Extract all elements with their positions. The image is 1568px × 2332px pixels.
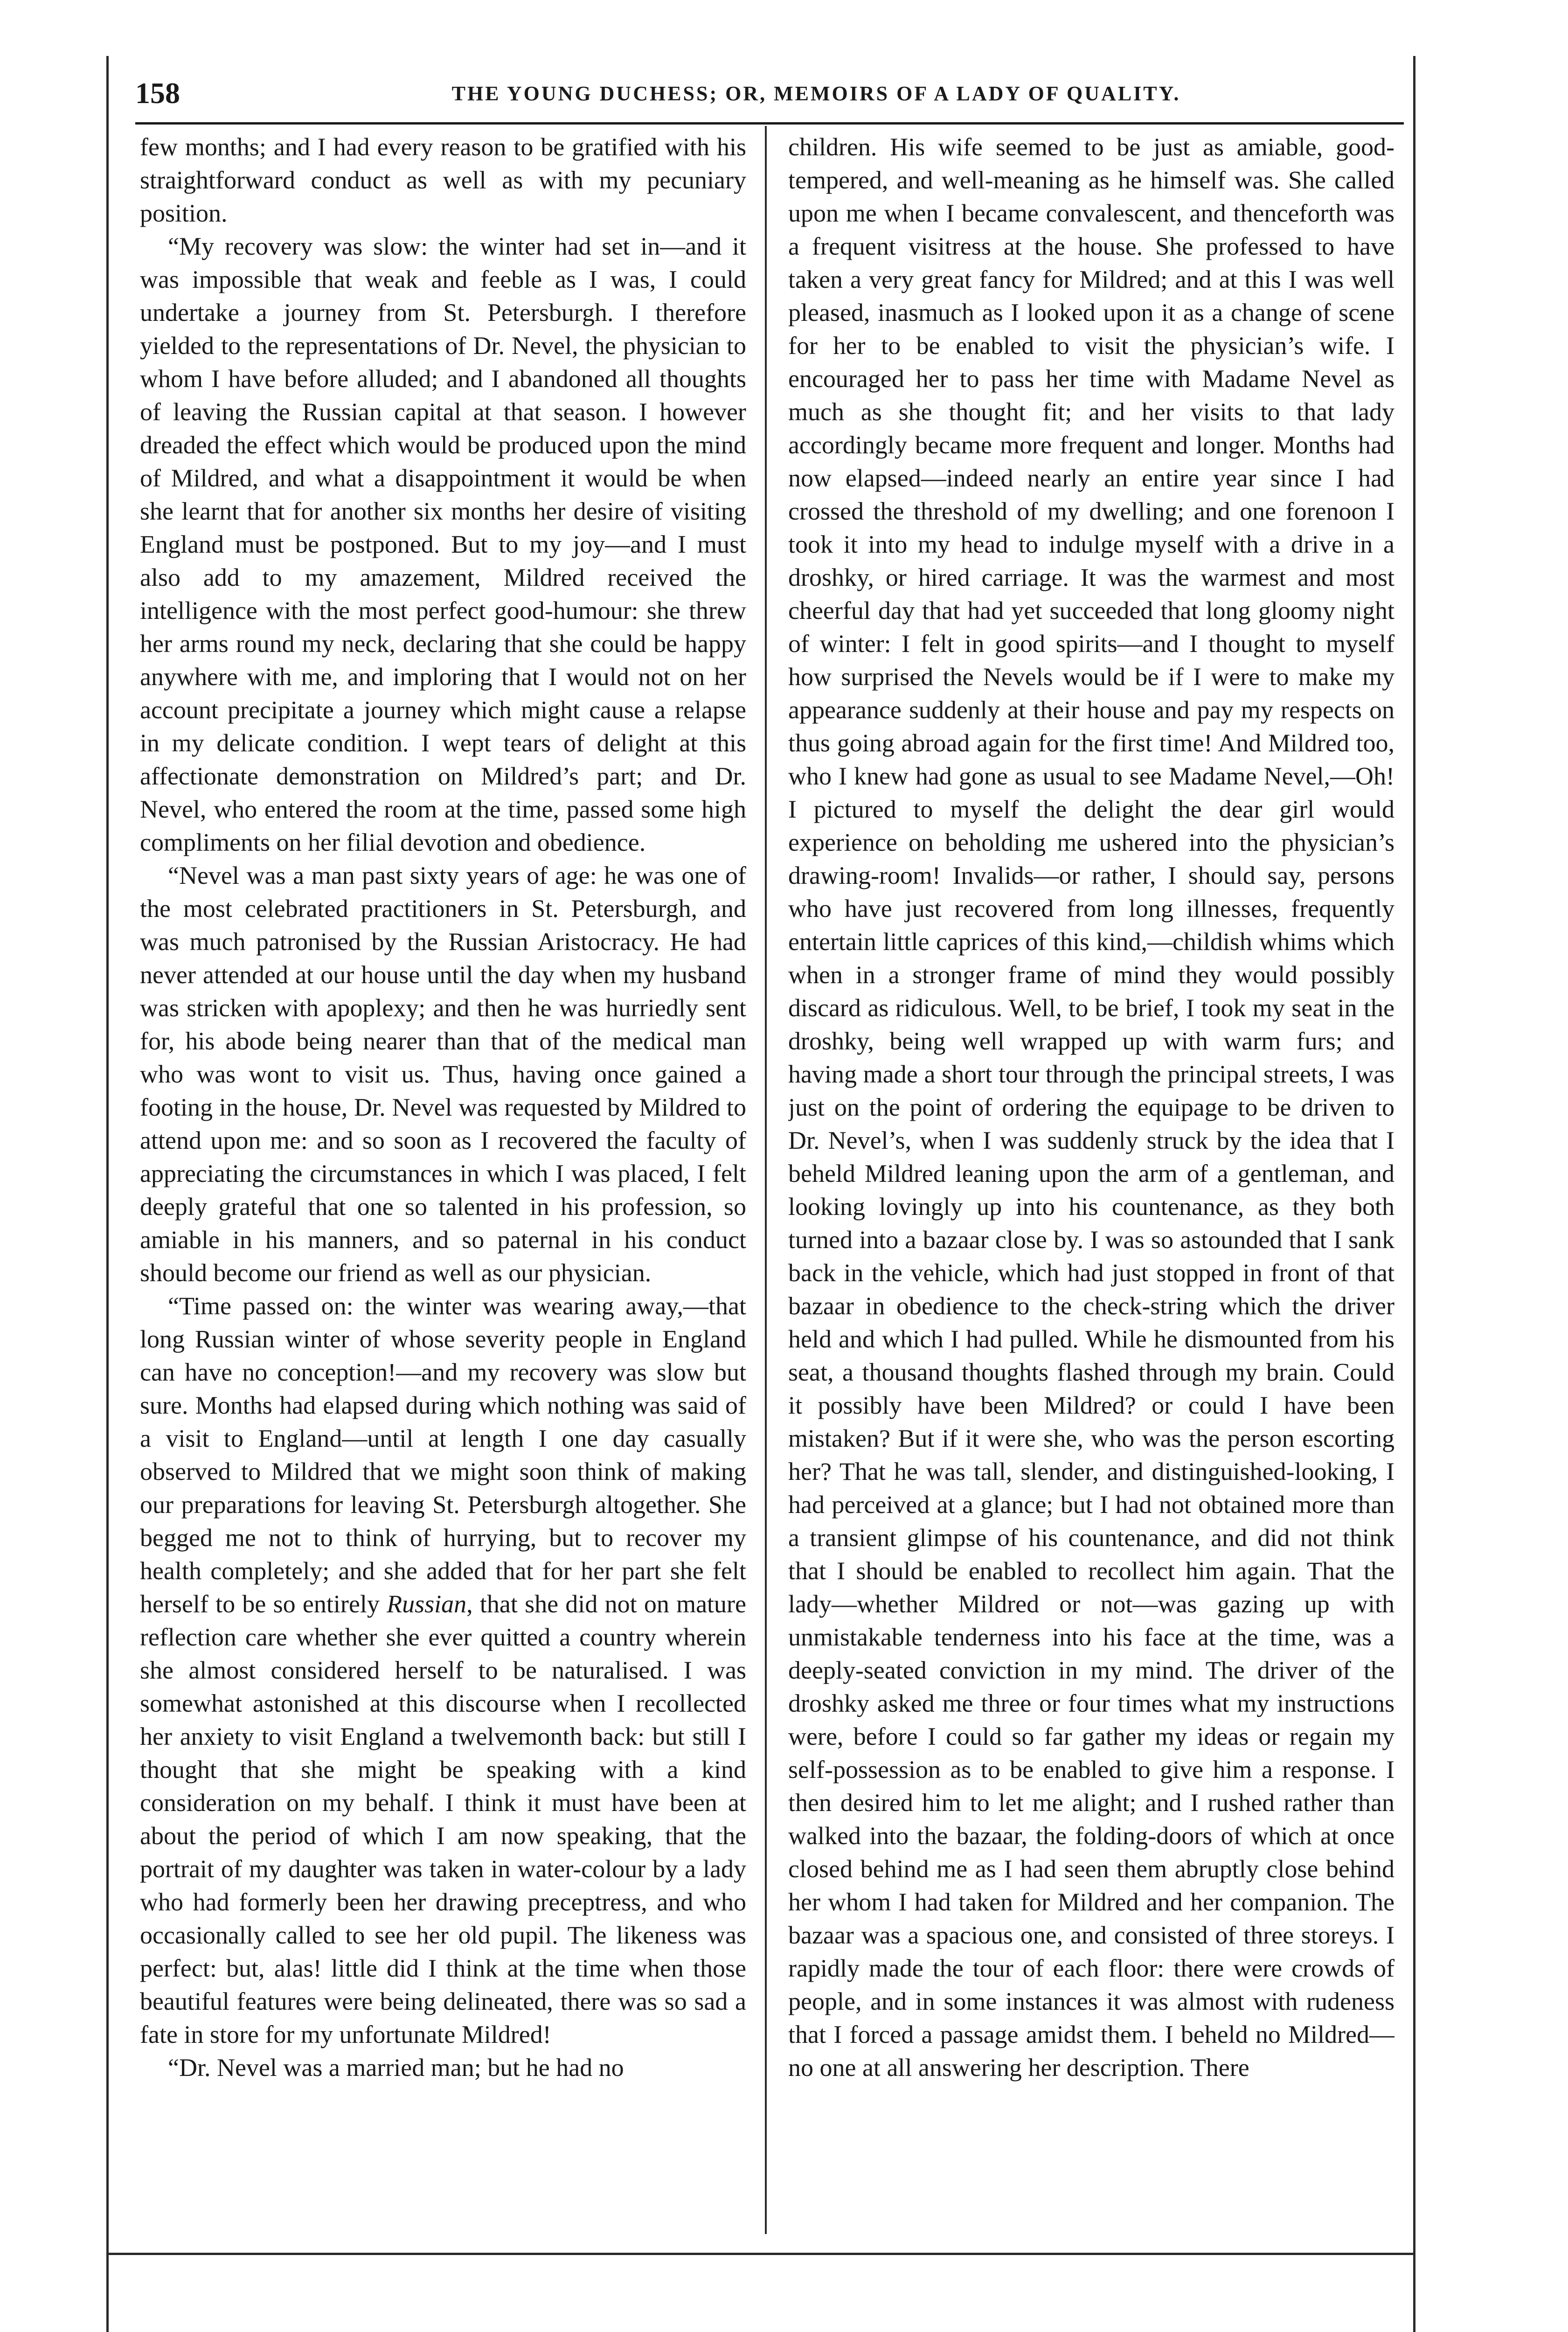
paragraph: “Dr. Nevel was a married man; but he had no — [168, 2054, 624, 2082]
paragraph-text: “Time passed on: the winter was wearing away,—that long Russian winter of whose severity people in England can have no conception!—and my recovery was slow but sure. Months had elapsed during which nothing was said of a visit to England—until at length I one day casually observed to Mildred that we might soon think of making our preparations for leaving St. Petersburgh altogether. She begged me not to think of hurrying, but to recover my health completely; and she added that for her part she felt herself to be so entirely — [140, 1292, 746, 1618]
bottom-rule — [106, 2253, 1415, 2255]
paragraph-text: , that she did not on mature reflection care whether she ever quitted a country wherein she almost considered herself to be naturalised. I was somewhat astonished at this discourse when I recollected her anxiety to visit England a twelvemonth back: but still I thought that she might be speaking with a kind consideration on my behalf. I think it must have been at about the period of which I am now speaking, that the portrait of my daughter was taken in water-colour by a lady who had formerly been her drawing preceptress, and who occasionally called to see her old pupil. The likeness was perfect: but, alas! little did I think at the time when those beautiful features were being delineated, there was so sad a fate in store for my unfortunate Mildred! — [140, 1590, 746, 2048]
text-column-left — [140, 131, 746, 2243]
paragraph: few months; and I had every reason to be gratified with his straightforward conduct as well as with my pecuniary position. — [140, 133, 746, 227]
header-rule — [135, 122, 1404, 125]
text-column-right — [788, 131, 1395, 2243]
italic-word: Russian — [387, 1590, 467, 1618]
page-number: 158 — [135, 76, 180, 110]
paragraph: “Nevel was a man past sixty years of age: he was one of the most celebrated practitioners in St. Petersburgh, and was much patronised by the Russian Aristocracy. He had never attended at our house until the day when my husband was stricken with apoplexy; and then he was hurriedly sent for, his abode being nearer than that of the medical man who was wont to visit us. Thus, having once gained a footing in the house, Dr. Nevel was requested by Mildred to attend upon me: and so soon as I recovered the faculty of appreciating the circumstances in which I was placed, I felt deeply grateful that one so talented in his profession, so amiable in his manners, and so paternal in his conduct should become our friend as well as our physician. — [140, 861, 746, 1287]
paragraph: “My recovery was slow: the winter had set in—and it was impossible that weak and feeble as I was, I could undertake a journey from St. Petersburgh. I therefore yielded to the representations of Dr. Nevel, the physician to whom I have before alluded; and I abandoned all thoughts of leaving the Russian capital at that season. I however dreaded the effect which would be produced upon the mind of Mildred, and what a disappointment it would be when she learnt that for another six months her desire of visiting England must be postponed. But to my joy—and I must also add to my amazement, Mildred received the intelligence with the most perfect good-humour: she threw her arms round my neck, declaring that she could be happy anywhere with me, and imploring that I would not on her account precipitate a journey which might cause a relapse in my delicate condition. I wept tears of delight at this affectionate demonstration on Mildred’s part; and Dr. Nevel, who entered the room at the time, passed some high compliments on her filial devotion and obedience. — [140, 232, 746, 856]
page-frame-left-rule — [106, 56, 109, 2332]
column-divider — [765, 126, 767, 2234]
page-frame-right-rule — [1413, 56, 1415, 2332]
running-head: THE YOUNG DUCHESS; OR, MEMOIRS OF A LADY OF QUALITY. — [451, 82, 1181, 105]
paragraph — [140, 1290, 746, 2051]
page-header — [135, 65, 1404, 121]
paragraph: children. His wife seemed to be just as amiable, good-tempered, and well-meaning as he himself was. She called upon me when I became convalescent, and thenceforth was a frequent visitress at the house. She professed to have taken a very great fancy for Mildred; and at this I was well pleased, inasmuch as I looked upon it as a change of scene for her to be enabled to visit the physician’s wife. I encouraged her to pass her time with Madame Nevel as much as she thought fit; and her visits to that lady accordingly became more frequent and longer. Months had now elapsed—indeed nearly an entire year since I had crossed the threshold of my dwelling; and one forenoon I took it into my head to indulge myself with a drive in a droshky, or hired carriage. It was the warmest and most cheerful day that had yet succeeded that long gloomy night of winter: I felt in good spirits—and I thought to myself how surprised the Nevels would be if I were to make my appearance suddenly at their house and pay my respects on thus going abroad again for the first time! And Mildred too, who I knew had gone as usual to see Madame Nevel,—Oh! I pictured to myself the delight the dear girl would experience on beholding me ushered into the physician’s drawing-room! Invalids—or rather, I should say, persons who have just recovered from long illnesses, frequently entertain little caprices of this kind,—childish whims which when in a stronger frame of mind they would possibly discard as ridiculous. Well, to be brief, I took my seat in the droshky, being well wrapped up with warm furs; and having made a short tour through the principal streets, I was just on the point of ordering the equipage to be driven to Dr. Nevel’s, when I was suddenly struck by the idea that I beheld Mildred leaning upon the arm of a gentleman, and looking lovingly up into his countenance, as they both turned into a bazaar close by. I was so astounded that I sank back in the vehicle, which had just stopped in front of that bazaar in obedience to the check-string which the driver held and which I had pulled. While he dismounted from his seat, a thousand thoughts flashed through my brain. Could it possibly have been Mildred? or could I have been mistaken? But if it were she, who was the person escorting her? That he was tall, slender, and distinguished-looking, I had perceived at a glance; but I had not obtained more than a transient glimpse of his countenance, and did not think that I should be enabled to recollect him again. That the lady—whether Mildred or not—was gazing up with unmistakable tenderness into his face at the time, was a deeply-seated conviction in my mind. The driver of the droshky asked me three or four times what my instructions were, before I could so far gather my ideas or regain my self-possession as to be enabled to give him a response. I then desired him to let me alight; and I rushed rather than walked into the bazaar, the folding-doors of which at once closed behind me as I had seen them abruptly close behind her whom I had taken for Mildred and her companion. The bazaar was a spacious one, and consisted of three storeys. I rapidly made the tour of each floor: there were crowds of people, and in some instances it was almost with rudeness that I forced a passage amidst them. I beheld no Mildred—no one at all answering her description. There — [788, 133, 1395, 2082]
